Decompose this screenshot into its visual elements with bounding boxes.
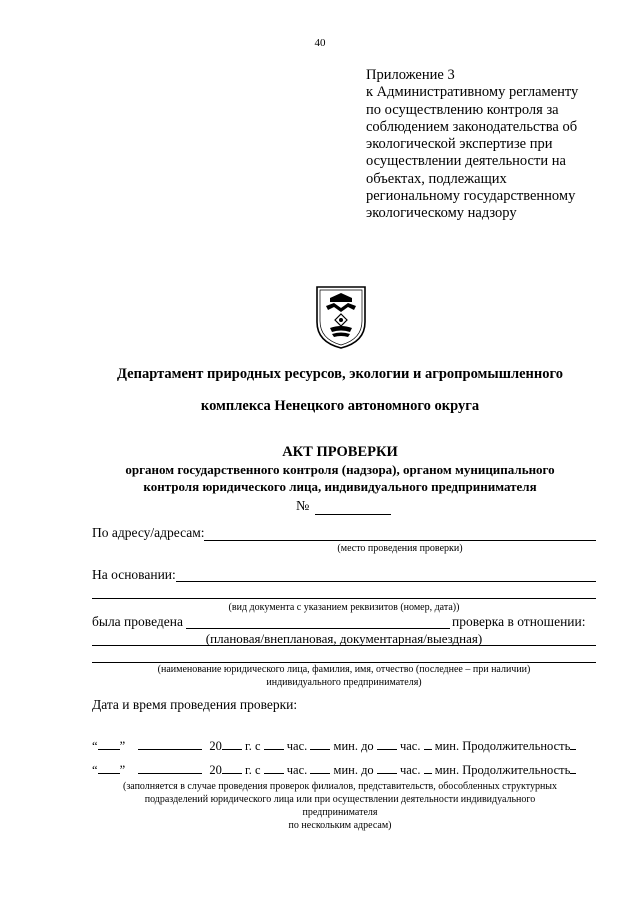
month-field[interactable]	[138, 738, 202, 750]
footnote-line: подразделений юридического лица или при осуществлении деятельности индивидуального	[144, 794, 536, 805]
appendix-line: к Административному регламенту	[366, 84, 579, 101]
hours-label: час.	[286, 739, 308, 753]
end-minute-field[interactable]	[424, 738, 432, 750]
hours-label: час.	[399, 763, 421, 777]
appendix-line: экологической экспертизе при	[366, 136, 553, 153]
appendix-note	[366, 67, 606, 223]
act-subtitle-line2: контроля юридического лица, индивидуального предпринимателя	[143, 479, 537, 494]
department-name-line2: комплекса Ненецкого автономного округа	[200, 398, 480, 414]
duration-label: мин. Продолжительность	[434, 739, 571, 753]
quote-close: ”	[119, 739, 126, 753]
footnote-line: предпринимателя	[302, 807, 378, 818]
year-field[interactable]	[222, 738, 242, 750]
conducted-label: была проведена	[92, 614, 183, 629]
minutes-to-label: мин. до	[333, 739, 374, 753]
footnote-line: по нескольким адресам)	[288, 820, 392, 831]
start-hour-field[interactable]	[264, 738, 284, 750]
end-hour-field[interactable]	[377, 738, 397, 750]
act-number	[296, 499, 391, 515]
basis-field[interactable]	[176, 581, 596, 582]
datetime-row	[92, 738, 576, 754]
day-field[interactable]	[98, 738, 120, 750]
appendix-line: экологическому надзору	[366, 205, 517, 222]
start-hour-field[interactable]	[264, 762, 284, 774]
basis-hint: (вид документа с указанием реквизитов (номер, дата))	[228, 602, 460, 613]
appendix-line: соблюдением законодательства об	[366, 118, 578, 135]
minutes-to-label: мин. до	[333, 763, 374, 777]
act-title: АКТ ПРОВЕРКИ	[282, 444, 398, 460]
number-label: №	[296, 499, 310, 514]
year-field[interactable]	[222, 762, 242, 774]
act-subtitle-line1: органом государственного контроля (надзора), органом муниципального	[125, 462, 555, 477]
inspection-label: проверка в отношении:	[452, 614, 586, 629]
footnote-line: (заполняется в случае проведения проверок филиалов, представительств, обособленных структурных	[122, 781, 558, 792]
appendix-line: осуществлении деятельности на	[366, 153, 566, 170]
appendix-line: объектах, подлежащих	[366, 170, 507, 187]
entity-hint-line2: индивидуального предпринимателя)	[266, 677, 422, 688]
duration-field[interactable]	[570, 762, 576, 774]
hours-label: час.	[286, 763, 308, 777]
address-hint: (место проведения проверки)	[337, 543, 463, 554]
end-minute-field[interactable]	[424, 762, 432, 774]
appendix-line: по осуществлению контроля за	[366, 101, 559, 118]
entity-hint-line1: (наименование юридического лица, фамилия, имя, отчество (последнее – при наличии)	[157, 664, 531, 675]
start-minute-field[interactable]	[310, 738, 330, 750]
appendix-line: Приложение 3	[366, 67, 455, 83]
inspection-type-hint: (плановая/внеплановая, документарная/выездная)	[205, 631, 483, 646]
hours-label: час.	[399, 739, 421, 753]
inspection-kind-field[interactable]	[186, 628, 450, 629]
year-suffix: г. с	[245, 763, 261, 777]
day-field[interactable]	[98, 762, 120, 774]
address-field[interactable]	[204, 540, 596, 541]
duration-label: мин. Продолжительность	[434, 763, 571, 777]
start-minute-field[interactable]	[310, 762, 330, 774]
act-number-field[interactable]	[315, 500, 391, 515]
page-number: 40	[314, 37, 326, 49]
end-hour-field[interactable]	[377, 762, 397, 774]
datetime-row	[92, 762, 576, 778]
inspection-type-line	[92, 645, 596, 646]
quote-close: ”	[119, 763, 126, 777]
basis-field-line2[interactable]	[92, 598, 596, 599]
year-prefix: 20	[209, 763, 222, 777]
quote-open: “	[92, 739, 98, 753]
nenets-coat-of-arms-icon	[314, 284, 368, 350]
duration-field[interactable]	[570, 738, 576, 750]
quote-open: “	[92, 763, 98, 777]
appendix-line: региональному государственному	[366, 188, 576, 205]
entity-field[interactable]	[92, 662, 596, 663]
year-suffix: г. с	[245, 739, 261, 753]
basis-label: На основании:	[92, 567, 176, 582]
address-label: По адресу/адресам:	[92, 525, 205, 540]
datetime-label: Дата и время проведения проверки:	[92, 697, 298, 712]
month-field[interactable]	[138, 762, 202, 774]
department-name-line1: Департамент природных ресурсов, экологии и агропромышленного	[117, 366, 563, 382]
year-prefix: 20	[209, 739, 222, 753]
